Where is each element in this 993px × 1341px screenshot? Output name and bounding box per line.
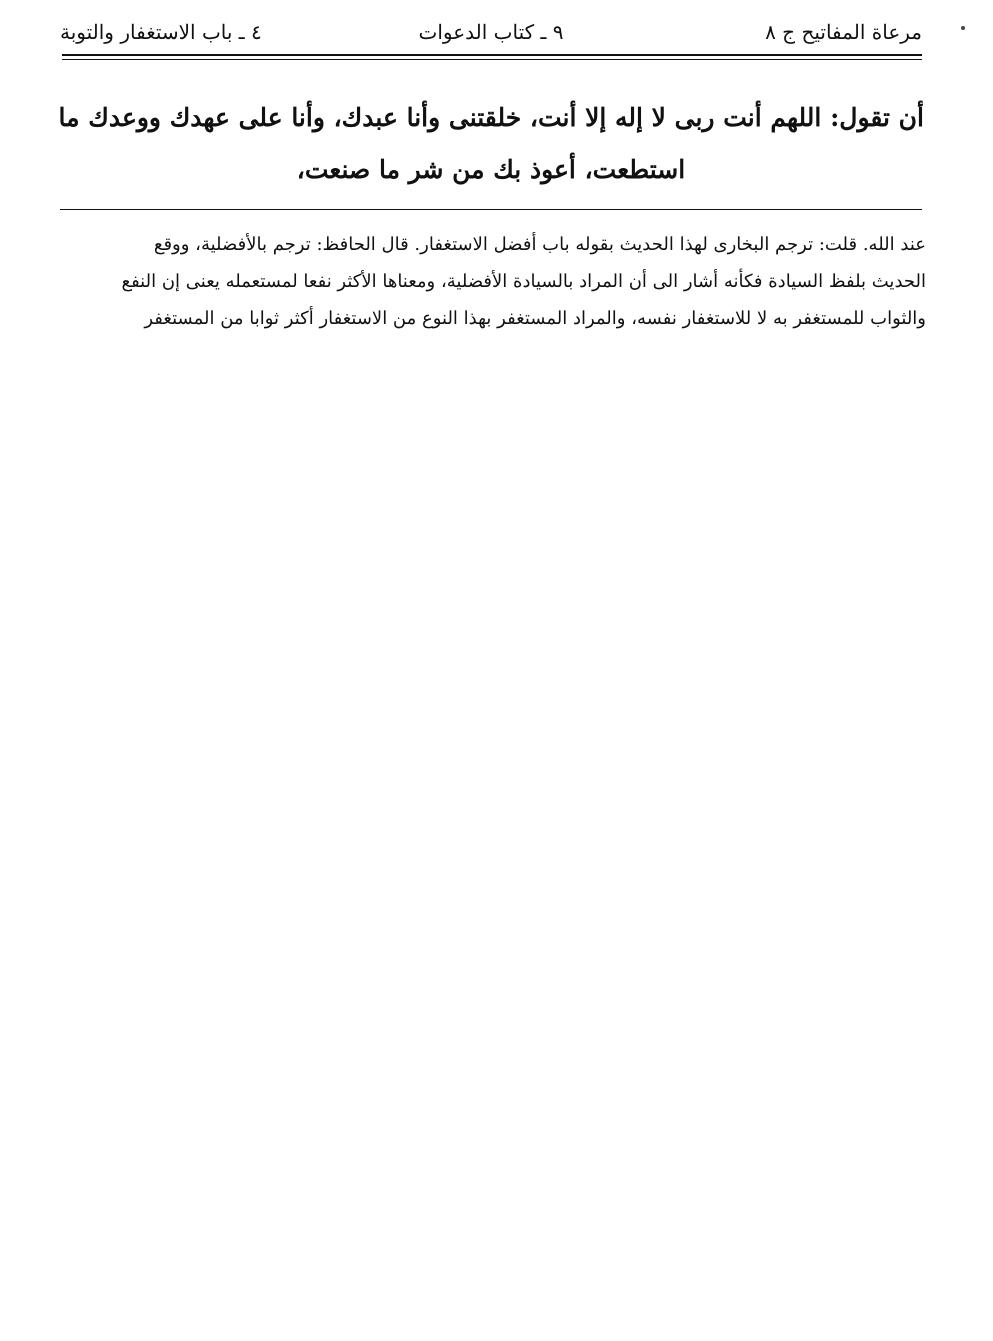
commentary-text	[58, 226, 926, 334]
commentary-line-3: والثواب للمستغفر به لا للاستغفار نفسه، والمراد المستغفر بهذا النوع من الاستغفار أكثر ثوابا من المستغفر	[144, 308, 926, 329]
commentary-line-2: الحديث بلفظ السيادة فكأنه أشار الى أن المراد بالسيادة الأفضلية، ومعناها الأكثر نفعا لمستعمله يعنى إن النفع	[121, 271, 926, 292]
header-rule-thick	[62, 54, 922, 56]
footnote-separator	[60, 209, 922, 210]
scan-speck	[961, 26, 965, 30]
commentary-line-1: عند الله. قلت: ترجم البخارى لهذا الحديث بقوله باب أفضل الاستغفار. قال الحافظ: ترجم بالأفضلية، ووقع	[153, 234, 926, 255]
hadith-text	[58, 92, 924, 196]
hadith-line-2: استطعت، أعوذ بك من شر ما صنعت،	[296, 155, 686, 184]
header-rule-thin	[62, 59, 922, 60]
header-section-title: ٤ ـ باب الاستغفار والتوبة	[60, 20, 262, 44]
hadith-line-1: أن تقول: اللهم أنت ربى لا إله إلا أنت، خلقتنى وأنا عبدك، وأنا على عهدك ووعدك ما	[58, 103, 924, 132]
header-book-title: مرعاة المفاتيح ج ٨	[765, 20, 922, 44]
header-chapter-title: ٩ ـ كتاب الدعوات	[418, 20, 564, 44]
running-header	[60, 14, 922, 50]
